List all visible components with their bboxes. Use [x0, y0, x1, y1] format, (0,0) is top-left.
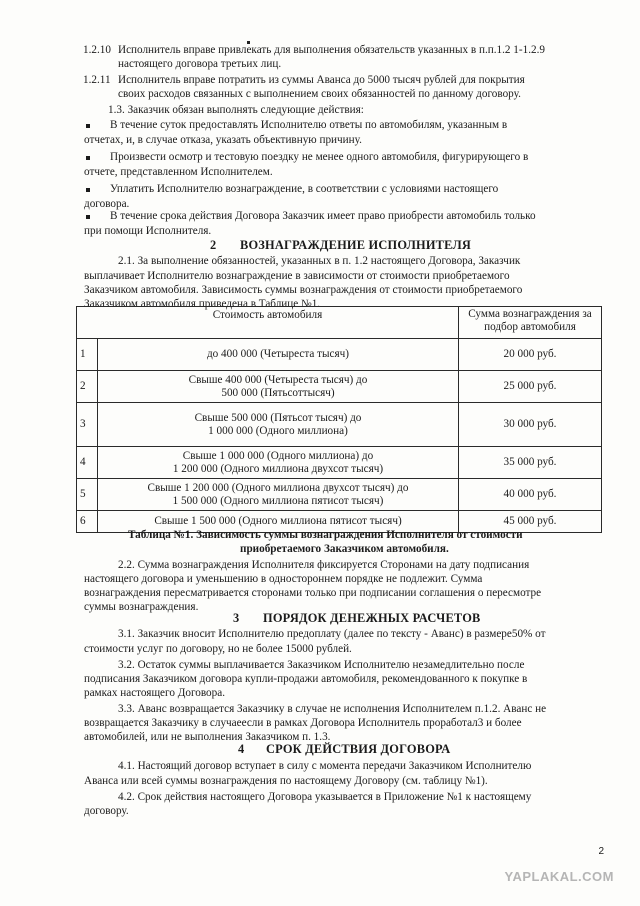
- clause-2-2-line4: суммы вознаграждения.: [84, 601, 199, 613]
- table-row-number: 3: [77, 403, 98, 447]
- section-2-title: ВОЗНАГРАЖДЕНИЕ ИСПОЛНИТЕЛЯ: [240, 238, 472, 252]
- table-header-fee-line1: Сумма вознаграждения за: [468, 308, 592, 320]
- clause-4-1-line1: 4.1. Настоящий договор вступает в силу с момента передачи Заказчиком Исполнителю: [118, 760, 532, 772]
- table-row-cost-line2: 1 200 000 (Одного миллиона двухсот тысяч): [172, 462, 384, 475]
- table-row-cost: [98, 403, 459, 447]
- section-4-title: СРОК ДЕЙСТВИЯ ДОГОВОРА: [266, 742, 451, 756]
- section-2-number: 2: [210, 238, 217, 252]
- clause-1-3: 1.3. Заказчик обязан выполнять следующие действия:: [108, 104, 364, 116]
- clause-2-1-line2: выплачивает Исполнителю вознаграждение в зависимости от стоимости приобретаемого: [84, 270, 510, 282]
- table-header-cost: Стоимость автомобиля: [77, 307, 459, 339]
- table-row-number: 2: [77, 371, 98, 403]
- bullet-marker: [86, 124, 90, 128]
- bullet-1-line1: В течение суток предоставлять Исполнителю ответы по автомобилям, указанным в: [110, 119, 508, 131]
- table-row-cost: [98, 339, 459, 371]
- clause-2-1-line4: Заказчиком автомобиля приведена в Таблице №1.: [84, 298, 321, 310]
- clause-3-1-line1: 3.1. Заказчик вносит Исполнителю предоплату (далее по тексту - Аванс) в размере50% от: [118, 628, 546, 640]
- clause-1-2-10-line1: Исполнитель вправе привлекать для выполнения обязательств указанных в п.п.1.2 1-1.2.9: [118, 44, 545, 56]
- clause-3-2-line1: 3.2. Остаток суммы выплачивается Заказчиком Исполнителю незамедлительно после: [118, 659, 525, 671]
- clause-3-2-line2: подписания Заказчиком договора купли-продажи автомобиля, рекомендованного к покупке в: [84, 673, 528, 685]
- table-row-cost-line1: Свыше 400 000 (Четыреста тысяч) до: [188, 373, 368, 386]
- table-row-cost-line2: 1 000 000 (Одного миллиона): [208, 424, 348, 437]
- clause-1-2-11-number: 1.2.11: [83, 74, 111, 86]
- watermark-logo: YAPLAKAL.COM: [504, 869, 614, 884]
- table-row-cost-line2: 500 000 (Пятьсоттысяч): [221, 386, 335, 399]
- bullet-2-line1: Произвести осмотр и тестовую поездку не менее одного автомобиля, фигурирующего в: [110, 151, 529, 163]
- clause-3-1-line2: стоимости услуг по договору, но не более 15000 рублей.: [84, 643, 352, 655]
- table-row-cost: [98, 371, 459, 403]
- clause-2-2-line3: вознаграждения пересматривается сторонами только при подписании соглашения о пересмотре: [84, 587, 542, 599]
- table-row-number: 6: [77, 511, 98, 533]
- table-row: [77, 447, 602, 479]
- table-row-cost: [98, 479, 459, 511]
- table-row-fee: 35 000 руб.: [459, 447, 602, 479]
- table-row-cost-line1: Свыше 1 200 000 (Одного миллиона двухсот тысяч) до: [147, 481, 409, 494]
- table-row: [77, 339, 602, 371]
- bullet-2-line2: отчете, представленном Исполнителем.: [84, 166, 273, 178]
- bullet-3-line1: Уплатить Исполнителю вознаграждение, в соответствии с условиями настоящего: [110, 183, 499, 195]
- clause-1-2-10-number: 1.2.10: [83, 44, 111, 56]
- bullet-1-line2: отчетах, и, в случае отказа, указать объективную причину.: [84, 134, 362, 146]
- clause-2-2-line2: настоящего договора и уменьшению в одностороннем порядке не подлежит. Сумма: [84, 573, 483, 585]
- table-caption-line1: Таблица №1. Зависимость суммы вознаграждения Исполнителя от стоимости: [128, 529, 523, 541]
- page-number: 2: [598, 846, 604, 857]
- section-3-number: 3: [233, 611, 240, 625]
- table-row-number: 5: [77, 479, 98, 511]
- table-row-cost-line2: 1 500 000 (Одного миллиона пятисот тысяч): [172, 494, 384, 507]
- section-3-title: ПОРЯДОК ДЕНЕЖНЫХ РАСЧЕТОВ: [263, 611, 481, 625]
- clause-1-2-10-line2: настоящего договора третьих лиц.: [118, 58, 282, 70]
- table-row: [77, 371, 602, 403]
- table-row: [77, 479, 602, 511]
- table-header-fee: [459, 307, 602, 339]
- clause-2-1-line3: Заказчиком автомобиля. Зависимость суммы вознаграждения от стоимости приобретаемого: [84, 284, 523, 296]
- clause-1-2-11-line2: своих расходов связанных с выполнением своих обязанностей по данному договору.: [118, 88, 521, 100]
- table-row-cost: [98, 447, 459, 479]
- clause-4-1-line2: Аванса или всей суммы вознаграждения по настоящему Договору (см. таблицу №1).: [84, 775, 488, 787]
- table-row-cost-line1: Свыше 1 500 000 (Одного миллиона пятисот тысяч): [154, 515, 402, 527]
- table-row-cost-line1: до 400 000 (Четыреста тысяч): [206, 348, 350, 360]
- table-row-fee: 45 000 руб.: [459, 511, 602, 533]
- bullet-marker: [86, 188, 90, 192]
- fee-table: [76, 306, 602, 533]
- bullet-4-line2: при помощи Исполнителя.: [84, 225, 212, 237]
- clause-3-2-line3: рамках настоящего Договора.: [84, 687, 226, 699]
- table-row-fee: 20 000 руб.: [459, 339, 602, 371]
- table-row-number: 1: [77, 339, 98, 371]
- bullet-4-line1: В течение срока действия Договора Заказчик имеет право приобрести автомобиль только: [110, 210, 536, 222]
- clause-4-2-line2: договору.: [84, 805, 129, 817]
- section-4-number: 4: [238, 742, 245, 756]
- clause-3-3-line1: 3.3. Аванс возвращается Заказчику в случае не исполнения Исполнителем п.1.2. Аванс не: [118, 703, 547, 715]
- clause-2-1-line1: 2.1. За выполнение обязанностей, указанных в п. 1.2 настоящего Договора, Заказчик: [118, 255, 521, 267]
- table-row-fee: 40 000 руб.: [459, 479, 602, 511]
- table-row: [77, 403, 602, 447]
- table-row-number: 4: [77, 447, 98, 479]
- bullet-3-line2: договора.: [84, 198, 130, 210]
- clause-1-2-11-line1: Исполнитель вправе потратить из суммы Аванса до 5000 тысяч рублей для покрытия: [118, 74, 525, 86]
- table-row-fee: 30 000 руб.: [459, 403, 602, 447]
- clause-3-3-line2: возвращается Заказчику в случаеесли в рамках Договора Исполнитель проработал3 и более: [84, 717, 522, 729]
- table-caption-line2: приобретаемого Заказчиком автомобиля.: [240, 543, 449, 555]
- clause-2-2-line1: 2.2. Сумма вознаграждения Исполнителя фиксируется Сторонами на дату подписания: [118, 559, 530, 571]
- clause-3-3-line3: автомобилей, или не выполнения Заказчиком п. 1.3.: [84, 731, 331, 743]
- table-header-fee-line2: подбор автомобиля: [484, 321, 576, 333]
- table-row-fee: 25 000 руб.: [459, 371, 602, 403]
- bullet-marker: [86, 215, 90, 219]
- bullet-marker: [86, 156, 90, 160]
- table-row-cost-line1: Свыше 500 000 (Пятьсот тысяч) до: [194, 411, 362, 424]
- clause-4-2-line1: 4.2. Срок действия настоящего Договора указывается в Приложение №1 к настоящему: [118, 791, 532, 803]
- table-header-row: [77, 307, 602, 339]
- table-row-cost-line1: Свыше 1 000 000 (Одного миллиона) до: [182, 449, 374, 462]
